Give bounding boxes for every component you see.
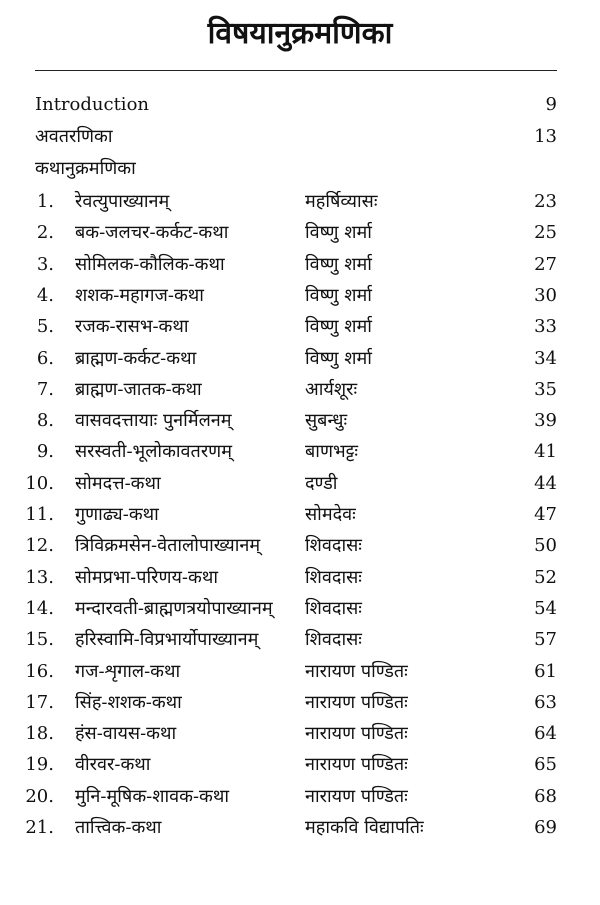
entry-page: 25 <box>534 222 557 243</box>
entry-page: 50 <box>534 535 557 556</box>
entry-page: 69 <box>534 817 557 838</box>
entry-author: शिवदासः <box>305 535 362 556</box>
entry-page: 52 <box>534 567 557 588</box>
toc-entry <box>0 749 600 780</box>
entry-page: 61 <box>534 661 557 682</box>
entry-number: 2. <box>36 222 54 243</box>
entry-number: 4. <box>36 285 54 306</box>
toc-entry <box>0 687 600 718</box>
entry-page: 57 <box>534 629 557 650</box>
entry-page: 27 <box>534 254 557 275</box>
entry-number: 19. <box>25 754 54 775</box>
toc-entry <box>0 781 600 812</box>
page-title: विषयानुक्रमणिका <box>207 16 393 51</box>
entry-number: 20. <box>25 786 54 807</box>
toc-entry <box>0 812 600 843</box>
entry-title: सिंह-शशक-कथा <box>75 692 182 713</box>
entry-title: रेवत्युपाख्यानम् <box>75 191 170 212</box>
entry-title: सोमिलक-कौलिक-कथा <box>75 254 225 275</box>
toc-entry <box>0 593 600 624</box>
entry-number: 18. <box>25 723 54 744</box>
entry-number: 12. <box>25 535 54 556</box>
entry-author: विष्णु शर्मा <box>305 254 372 275</box>
entry-title: हरिस्वामि-विप्रभार्योपाख्यानम् <box>75 629 259 650</box>
entry-title: हंस-वायस-कथा <box>75 723 177 744</box>
entry-title: ब्राह्मण-कर्कट-कथा <box>75 348 197 369</box>
entry-author: विष्णु शर्मा <box>305 316 372 337</box>
entry-title: मन्दारवती-ब्राह्मणत्रयोपाख्यानम् <box>75 598 273 619</box>
entry-number: 17. <box>25 692 54 713</box>
entry-author: नारायण पण्डितः <box>305 692 408 713</box>
entry-number: 7. <box>36 379 54 400</box>
front-matter-label: Introduction <box>35 94 149 115</box>
entry-number: 6. <box>36 348 54 369</box>
entry-page: 30 <box>534 285 557 306</box>
toc-entry <box>0 530 600 561</box>
section-heading-label: कथानुक्रमणिका <box>35 158 136 179</box>
entry-title: तात्त्विक-कथा <box>75 817 162 838</box>
entry-author: शिवदासः <box>305 629 362 650</box>
entry-title: ब्राह्मण-जातक-कथा <box>75 379 202 400</box>
entry-title: त्रिविक्रमसेन-वेतालोपाख्यानम् <box>75 535 261 556</box>
entry-page: 34 <box>534 348 557 369</box>
entry-author: नारायण पण्डितः <box>305 786 408 807</box>
entry-number: 13. <box>25 567 54 588</box>
front-matter-page: 13 <box>534 126 557 147</box>
toc-entry <box>0 656 600 687</box>
entry-number: 9. <box>36 441 54 462</box>
entry-page: 39 <box>534 410 557 431</box>
entry-number: 8. <box>36 410 54 431</box>
entry-number: 5. <box>36 316 54 337</box>
front-matter-page: 9 <box>545 94 557 115</box>
entry-title: वासवदत्तायाः पुनर्मिलनम् <box>75 410 232 431</box>
toc-entry <box>0 405 600 436</box>
entry-page: 63 <box>534 692 557 713</box>
toc-entry <box>0 468 600 499</box>
toc-entry <box>0 280 600 311</box>
toc-entry <box>0 186 600 217</box>
entry-page: 41 <box>534 441 557 462</box>
toc-entry <box>0 217 600 248</box>
entry-author: नारायण पण्डितः <box>305 754 408 775</box>
entry-page: 47 <box>534 504 557 525</box>
front-matter-item-avataranika <box>0 122 600 152</box>
entry-author: विष्णु शर्मा <box>305 285 372 306</box>
entry-number: 10. <box>25 473 54 494</box>
entry-title: सरस्वती-भूलोकावतरणम् <box>75 441 232 462</box>
entry-author: नारायण पण्डितः <box>305 661 408 682</box>
entry-page: 65 <box>534 754 557 775</box>
entry-page: 33 <box>534 316 557 337</box>
toc-entry <box>0 499 600 530</box>
entry-number: 14. <box>25 598 54 619</box>
entry-title: रजक-रासभ-कथा <box>75 316 189 337</box>
toc-entry <box>0 436 600 467</box>
entry-author: महर्षिव्यासः <box>305 191 378 212</box>
entry-page: 54 <box>534 598 557 619</box>
entry-page: 35 <box>534 379 557 400</box>
entry-title: बक-जलचर-कर्कट-कथा <box>75 222 229 243</box>
entry-title: गज-शृगाल-कथा <box>75 661 181 682</box>
entry-author: आर्यशूरः <box>305 379 358 400</box>
toc-entry <box>0 374 600 405</box>
entry-number: 11. <box>25 504 54 525</box>
entry-author: सुबन्धुः <box>305 410 348 431</box>
title-underline <box>35 70 557 71</box>
entry-page: 68 <box>534 786 557 807</box>
entry-title: सोमप्रभा-परिणय-कथा <box>75 567 219 588</box>
entry-author: शिवदासः <box>305 567 362 588</box>
entry-author: बाणभट्टः <box>305 441 359 462</box>
entry-title: सोमदत्त-कथा <box>75 473 161 494</box>
toc-entry <box>0 562 600 593</box>
entry-author: शिवदासः <box>305 598 362 619</box>
entry-author: महाकवि विद्यापतिः <box>305 817 424 838</box>
front-matter-label: अवतरणिका <box>35 126 113 147</box>
entry-author: दण्डी <box>305 473 338 494</box>
entry-author: विष्णु शर्मा <box>305 222 372 243</box>
entry-author: नारायण पण्डितः <box>305 723 408 744</box>
section-heading <box>0 154 600 184</box>
entry-title: शशक-महागज-कथा <box>75 285 204 306</box>
entry-title: गुणाढ्य-कथा <box>75 504 159 525</box>
toc-entry <box>0 311 600 342</box>
entry-number: 15. <box>25 629 54 650</box>
entry-page: 23 <box>534 191 557 212</box>
entry-number: 1. <box>36 191 54 212</box>
entry-author: सोमदेवः <box>305 504 356 525</box>
entry-title: मुनि-मूषिक-शावक-कथा <box>75 786 230 807</box>
entry-number: 16. <box>25 661 54 682</box>
entry-page: 44 <box>534 473 557 494</box>
toc-entry <box>0 624 600 655</box>
toc-entry <box>0 343 600 374</box>
entry-number: 21. <box>25 817 54 838</box>
entry-author: विष्णु शर्मा <box>305 348 372 369</box>
toc-entry <box>0 718 600 749</box>
entry-number: 3. <box>36 254 54 275</box>
front-matter-item-introduction <box>0 90 600 120</box>
entry-page: 64 <box>534 723 557 744</box>
entry-title: वीरवर-कथा <box>75 754 151 775</box>
toc-entry <box>0 249 600 280</box>
